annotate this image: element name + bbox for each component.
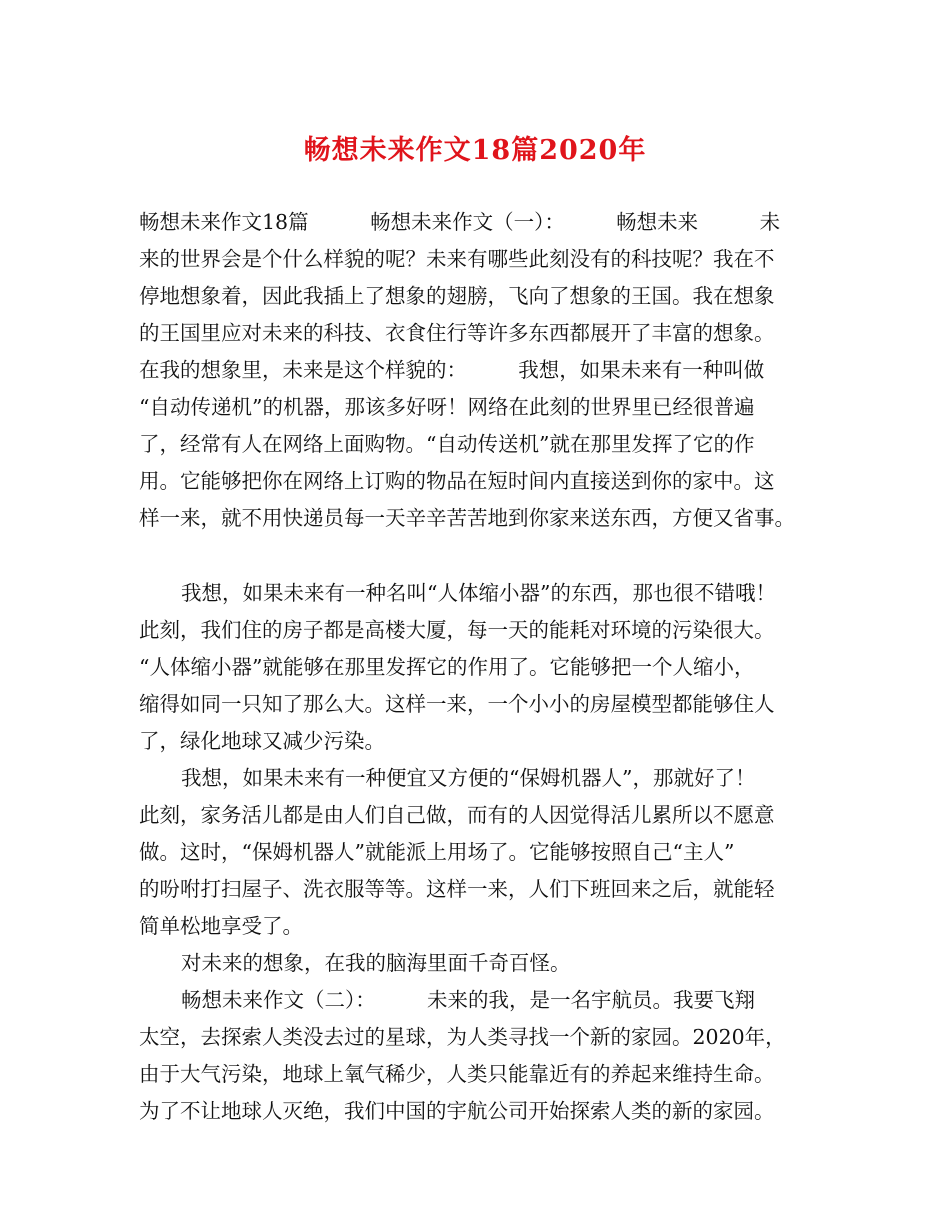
text-line: 停地想象着，因此我插上了想象的翅膀，飞向了想象的王国。我在想象: [139, 284, 775, 308]
document-body: [139, 204, 827, 1130]
text-line: 此刻，家务活儿都是由人们自己做，而有的人因觉得活儿累所以不愿意: [139, 803, 775, 827]
text-line: 我想，如果未来有一种便宜又方便的“保姆机器人”，那就好了！: [181, 766, 756, 790]
text-line: 太空，去探索人类没去过的星球，为人类寻找一个新的家园。2020年，: [139, 1025, 786, 1049]
text-line: 用。它能够把你在网络上订购的物品在短时间内直接送到你的家中。这: [139, 469, 775, 493]
text-line: 做。这时，“保姆机器人”就能派上用场了。它能够按照自己“主人”: [139, 840, 735, 864]
text-line: 的王国里应对未来的科技、衣食住行等许多东西都展开了丰富的想象。: [139, 321, 775, 345]
text-line: 我想，如果未来有一种名叫“人体缩小器”的东西，那也很不错哦！: [181, 581, 776, 605]
text-line: 了，经常有人在网络上面购物。“自动传送机”就在那里发挥了它的作: [139, 432, 755, 456]
text-line: 的吩咐打扫屋子、洗衣服等等。这样一来，人们下班回来之后，就能轻: [139, 877, 775, 901]
document-title: 畅想未来作文18篇2020年: [303, 135, 647, 166]
text-line: 缩得如同一只知了那么大。这样一来，一个小小的房屋模型都能够住人: [139, 692, 775, 716]
text-line: 此刻，我们住的房子都是高楼大厦，每一天的能耗对环境的污染很大。: [139, 618, 775, 642]
text-line: 为了不让地球人灭绝，我们中国的宇航公司开始探索人类的新的家园。: [139, 1099, 775, 1123]
text-line: 样一来，就不用快递员每一天辛辛苦苦地到你家来送东西，方便又省事。: [139, 506, 795, 530]
text-line: “自动传递机”的机器，那该多好呀！网络在此刻的世界里已经很普遍: [139, 395, 755, 419]
text-line: 由于大气污染，地球上氧气稀少，人类只能靠近有的养起来维持生命。: [139, 1062, 775, 1086]
text-line: 畅想未来作文18篇 畅想未来作文（一）： 畅想未来 未: [139, 210, 781, 234]
text-line: 简单松地享受了。: [139, 914, 303, 938]
paragraph-gap: [139, 537, 827, 575]
text-line: 畅想未来作文（二）： 未来的我，是一名宇航员。我要飞翔: [181, 988, 755, 1012]
text-line: 对未来的想象，在我的脑海里面千奇百怪。: [181, 951, 571, 975]
text-line: “人体缩小器”就能够在那里发挥它的作用了。它能够把一个人缩小，: [139, 655, 755, 679]
text-line: 了，绿化地球又减少污染。: [139, 729, 385, 753]
text-line: 来的世界会是个什么样貌的呢？未来有哪些此刻没有的科技呢？我在不: [139, 247, 775, 271]
text-line: 在我的想象里，未来是这个样貌的： 我想，如果未来有一种叫做: [139, 358, 765, 382]
